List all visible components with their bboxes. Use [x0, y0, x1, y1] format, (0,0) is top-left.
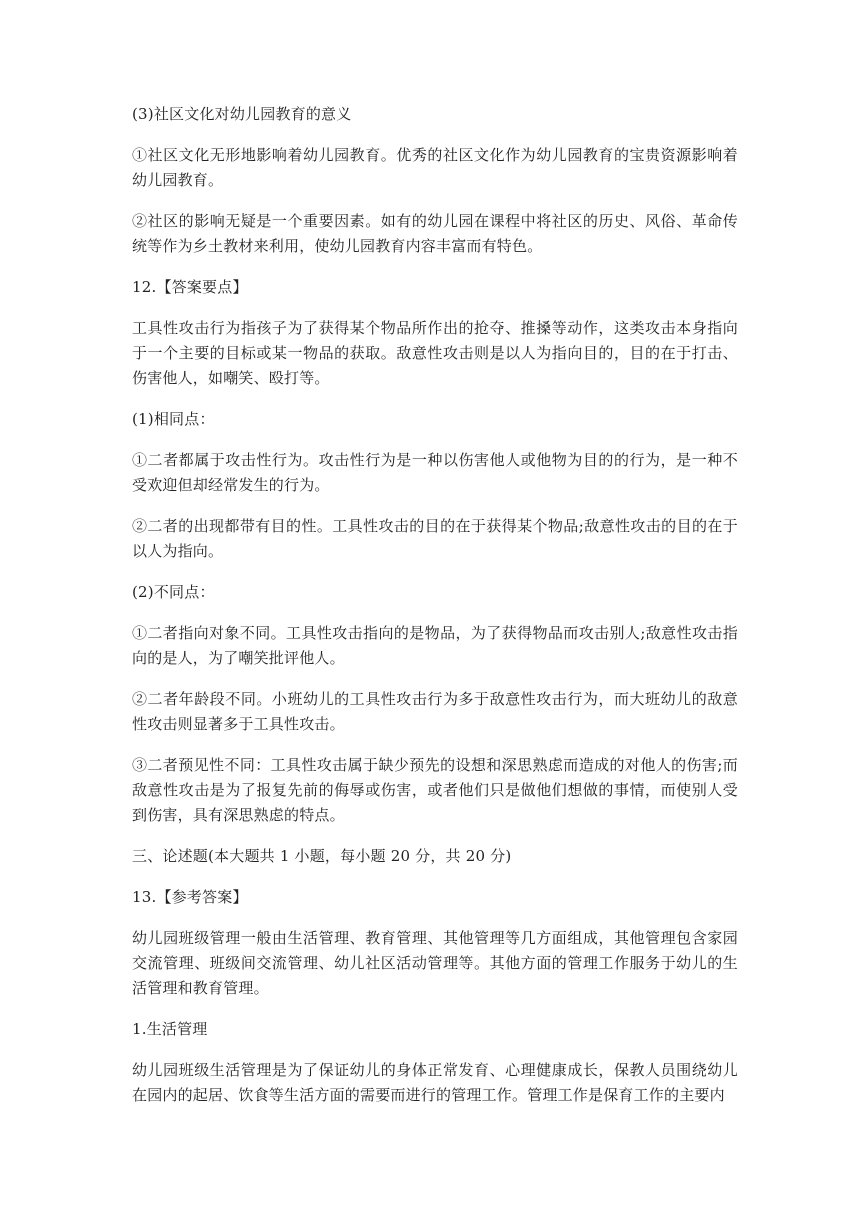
subheading-similarities: (1)相同点： — [132, 410, 215, 428]
section-heading-essay: 三、论述题(本大题共 1 小题，每小题 20 分，共 20 分) — [132, 847, 512, 865]
paragraph: ①二者指向对象不同。工具性攻击指向的是物品，为了获得物品而攻击别人;敌意性攻击指向的是人，为了嘲笑批评他人。 — [132, 624, 738, 667]
document-page — [132, 102, 738, 1124]
paragraph: 工具性攻击行为指孩子为了获得某个物品所作出的抢夺、推搡等动作，这类攻击本身指向于一个主要的目标或某一物品的获取。敌意性攻击则是以人为指向目的，目的在于打击、伤害他人，如嘲笑、殴打等。 — [132, 319, 738, 387]
subheading-differences: (2)不同点： — [132, 583, 215, 601]
paragraph: ①二者都属于攻击性行为。攻击性行为是一种以伤害他人或他物为目的的行为，是一种不受欢迎但却经常发生的行为。 — [132, 451, 738, 494]
section-heading-community-culture: (3)社区文化对幼儿园教育的意义 — [132, 105, 352, 123]
paragraph: ③二者预见性不同：工具性攻击属于缺少预先的设想和深思熟虑而造成的对他人的伤害;而敌意性攻击是为了报复先前的侮辱或伤害，或者他们只是做他们想做的事情，而使别人受到伤害，具有深思熟虑的特点。 — [132, 756, 738, 824]
answer-heading-13: 13.【参考答案】 — [132, 888, 248, 906]
paragraph: ②社区的影响无疑是一个重要因素。如有的幼儿园在课程中将社区的历史、风俗、革命传统等作为乡土教材来利用，使幼儿园教育内容丰富而有特色。 — [132, 212, 738, 255]
answer-heading-12: 12.【答案要点】 — [132, 278, 248, 296]
paragraph: 幼儿园班级生活管理是为了保证幼儿的身体正常发育、心理健康成长，保教人员围绕幼儿在园内的起居、饮食等生活方面的需要而进行的管理工作。管理工作是保育工作的主要内 — [132, 1061, 738, 1104]
paragraph: ①社区文化无形地影响着幼儿园教育。优秀的社区文化作为幼儿园教育的宝贵资源影响着幼儿园教育。 — [132, 146, 738, 189]
paragraph: ②二者年龄段不同。小班幼儿的工具性攻击行为多于敌意性攻击行为，而大班幼儿的敌意性攻击则显著多于工具性攻击。 — [132, 690, 738, 733]
paragraph: 幼儿园班级管理一般由生活管理、教育管理、其他管理等几方面组成，其他管理包含家园交流管理、班级间交流管理、幼儿社区活动管理等。其他方面的管理工作服务于幼儿的生活管理和教育管理。 — [132, 929, 738, 997]
paragraph: ②二者的出现都带有目的性。工具性攻击的目的在于获得某个物品;敌意性攻击的目的在于以人为指向。 — [132, 517, 738, 560]
subheading-life-management: 1.生活管理 — [132, 1020, 208, 1038]
